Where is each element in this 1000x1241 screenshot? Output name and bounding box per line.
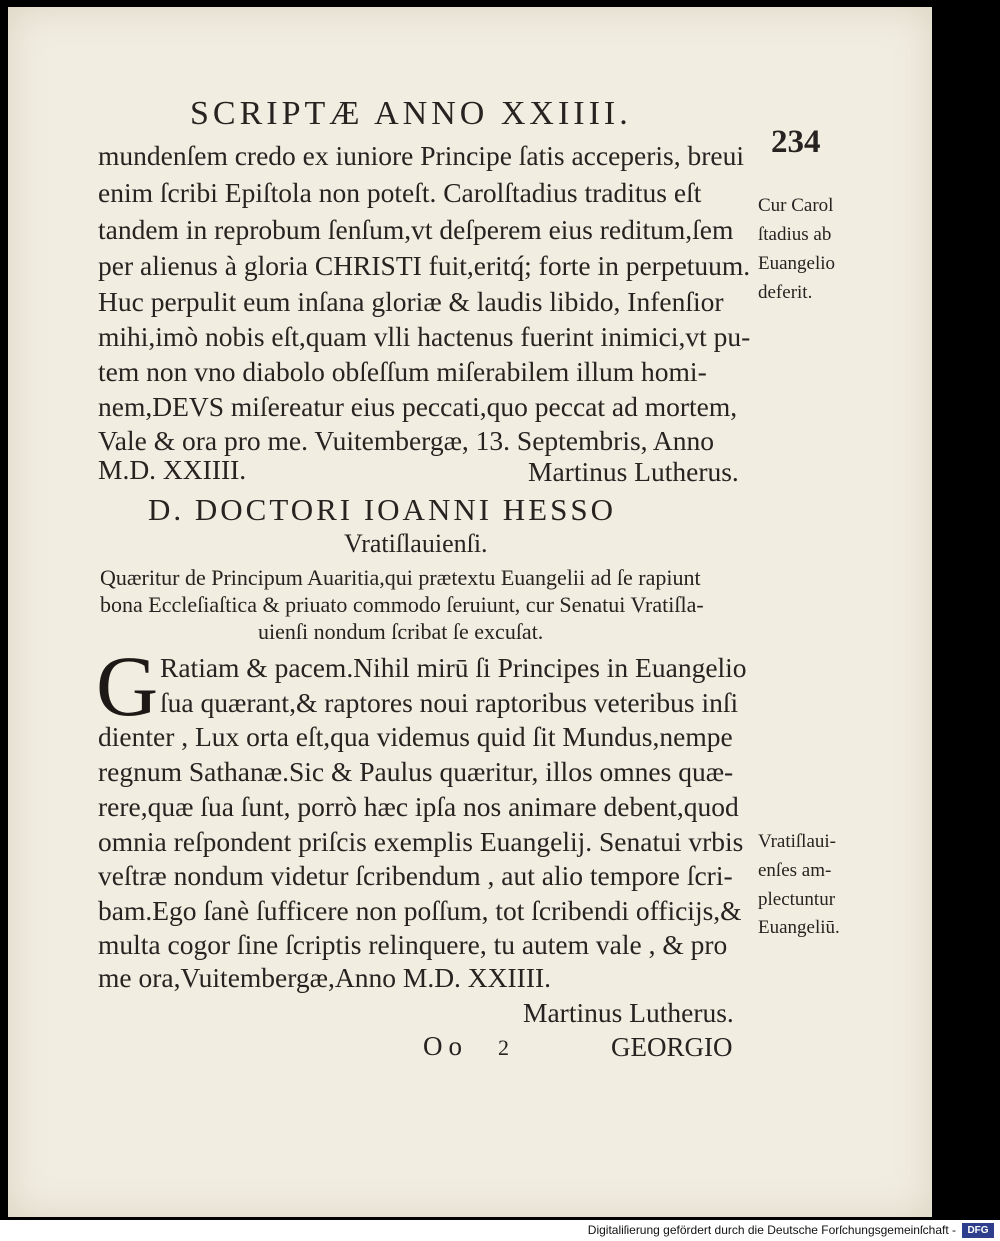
body-line: multa cogor ſine ſcriptis relinquere, tu autem vale , & pro [98,929,728,960]
summary-line: uienſi nondum ſcribat ſe excuſat. [258,619,544,644]
body-line: Ratiam & pacem.Nihil mirū ſi Principes in Euangelio [160,652,747,683]
body-line: Vale & ora pro me. Vuitembergæ, 13. Septembris, Anno [98,425,714,456]
body-line: omnia reſpondent priſcis exemplis Euangelij. Senatui vrbis [98,826,744,857]
catchword: GEORGIO [611,1032,733,1062]
margin-note-line: Euangeliū. [758,917,840,938]
body-line: tandem in reprobum ſenſum,vt deſperem eius reditum,ſem [98,214,734,245]
book-page [8,7,932,1217]
signature-mark: Oo [423,1031,468,1061]
dfg-logo-icon: DFG [962,1223,994,1238]
margin-note-line: enſes am- [758,860,832,881]
credit-text: Digitaliſierung gefördert durch die Deutsche Forſchungsgemeinſchaft - [587,1223,956,1237]
body-line: me ora,Vuitembergæ,Anno M.D. XXIIII. [98,962,552,993]
credit-bar [0,1220,1000,1241]
body-line: Huc perpulit eum inſana gloriæ & laudis libido, Infenſior [98,286,724,317]
margin-note-line: plectuntur [758,889,836,910]
signature: Martinus Lutherus. [528,456,739,487]
summary-line: bona Eccleſiaſtica & priuato commodo ſeruiunt, cur Senatui Vratiſla- [100,592,704,617]
body-line: bam.Ego ſanè ſufficere non poſſum, tot ſcribendi officijs,& [98,895,742,926]
summary-line: Quæritur de Principum Auaritia,qui prætextu Euangelii ad ſe rapiunt [100,565,701,590]
body-line: mihi,imò nobis eſt,quam vlli hactenus fuerint inimici,vt pu- [98,321,751,352]
body-line: veſtræ nondum videtur ſcribendum , aut alio tempore ſcri- [98,860,733,891]
body-line: mundenſem credo ex iuniore Principe ſatis acceperis, breui [98,140,745,171]
body-line: enim ſcribi Epiſtola non poteſt. Carolſtadius traditus eſt [98,177,702,208]
letter-title: D. DOCTORI IOANNI HESSO [148,492,616,527]
margin-note-line: Euangelio [758,253,836,274]
margin-note-line: ſtadius ab [758,224,832,245]
margin-note-line: deferit. [758,282,813,303]
body-line: per alienus à gloria CHRISTI fuit,eritq́; forte in perpetuum. [98,250,751,281]
running-title: SCRIPTÆ ANNO XXIIII. [190,95,632,132]
margin-note-line: Cur Carol [758,195,834,216]
body-line: ſua quærant,& raptores noui raptoribus veteribus inſi [160,687,739,718]
body-line: tem non vno diabolo obſeſſum miſerabilem illum homi- [98,356,707,387]
page-number: 234 [771,124,821,160]
drop-cap: G [96,638,159,734]
letter-subtitle: Vratiſlauienſi. [344,529,488,558]
body-line: rere,quæ ſua ſunt, porrò hæc ipſa nos animare debent,quod [98,791,739,822]
margin-note-line: Vratiſlaui- [758,831,836,852]
body-line: regnum Sathanæ.Sic & Paulus quæritur, illos omnes quæ- [98,756,734,787]
date-line: M.D. XXIIII. [98,454,247,485]
signature-number: 2 [498,1035,509,1060]
body-line: nem,DEVS miſereatur eius peccati,quo peccat ad mortem, [98,391,738,422]
body-line: dienter , Lux orta eſt,qua videmus quid ſit Mundus,nempe [98,721,733,752]
signature: Martinus Lutherus. [523,997,734,1028]
